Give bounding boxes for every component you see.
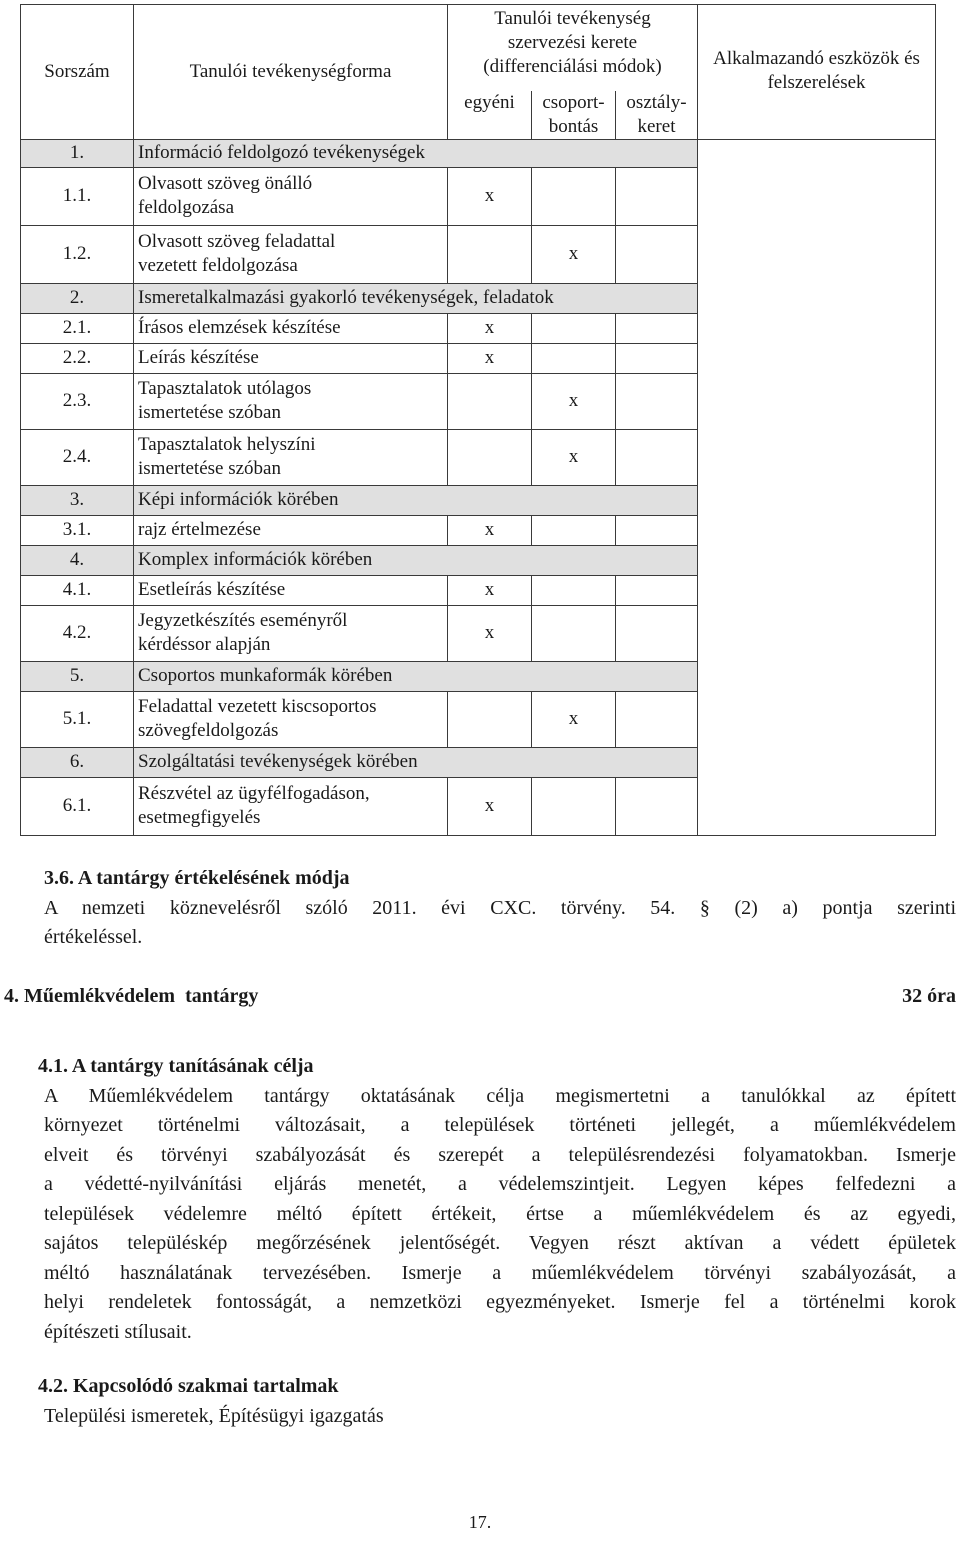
goal-line: települések védelemre méltó épített értékeit, értse a műemlékvédelem és az egyedi,: [44, 1202, 956, 1225]
mark-egyeni: [448, 429, 532, 485]
mark-egyeni: x: [448, 313, 532, 343]
mark-csoport: [532, 575, 616, 605]
header-keret-line3: (differenciálási módok): [483, 56, 662, 77]
row-activity: Írásos elemzések készítése: [134, 313, 448, 343]
header-csoportbontas: [532, 91, 616, 140]
mark-egyeni: x: [448, 777, 532, 835]
mark-csoport: [532, 515, 616, 545]
mark-egyeni: x: [448, 167, 532, 225]
mark-egyeni: [448, 691, 532, 747]
row-number: 6.1.: [21, 777, 134, 835]
header-eszkozok: [698, 5, 936, 140]
mark-osztaly: [616, 515, 698, 545]
mark-egyeni: [448, 225, 532, 283]
subject-hours: 32 óra: [902, 985, 956, 1007]
mark-osztaly: [616, 225, 698, 283]
row-activity-line1: Olvasott szöveg feladattal: [138, 231, 336, 252]
mark-osztaly: [616, 605, 698, 661]
header-osztalykeret: [616, 91, 698, 140]
mark-osztaly: [616, 691, 698, 747]
section-row: [21, 139, 936, 167]
mark-osztaly: [616, 777, 698, 835]
header-sorszam: Sorszám: [21, 5, 134, 140]
subject-heading: [4, 982, 956, 1011]
row-activity-line2: ismertetése szóban: [138, 458, 281, 479]
row-activity: Esetleírás készítése: [134, 575, 448, 605]
row-activity-line2: esetmegfigyelés: [138, 807, 261, 828]
row-number: 5.1.: [21, 691, 134, 747]
section-number: 4.: [21, 545, 134, 575]
mark-csoport: x: [532, 429, 616, 485]
row-activity: [134, 605, 448, 661]
row-activity-line2: feldolgozása: [138, 197, 235, 218]
row-activity-line1: Részvétel az ügyfélfogadáson,: [138, 783, 370, 804]
row-number: 1.2.: [21, 225, 134, 283]
page-number: 17.: [468, 1512, 492, 1532]
mark-egyeni: x: [448, 343, 532, 373]
mark-csoport: [532, 167, 616, 225]
header-tevekenysegforma: Tanulói tevékenységforma: [134, 5, 448, 140]
mark-csoport: [532, 313, 616, 343]
goal-section: [38, 1052, 956, 1347]
goal-line: méltó használatának tervezésében. Ismerje a műemlékvédelem törvényi szabályozását, a: [44, 1261, 956, 1284]
goal-line: környezet történelmi változásait, a települések történeti jellegét, a műemlékvédelem: [44, 1114, 956, 1136]
mark-csoport: x: [532, 225, 616, 283]
row-activity-line1: Jegyzetkészítés eseményről: [138, 610, 348, 631]
header-keret-line1: Tanulói tevékenység: [494, 8, 651, 29]
section-number: 1.: [21, 139, 134, 167]
row-activity: [134, 691, 448, 747]
mark-osztaly: [616, 313, 698, 343]
row-activity: Leírás készítése: [134, 343, 448, 373]
row-activity: [134, 429, 448, 485]
section-title: Komplex információk körében: [134, 545, 698, 575]
section-number: 3.: [21, 485, 134, 515]
evaluation-heading: 3.6. A tantárgy értékelésének módja: [44, 867, 350, 889]
row-activity: rajz értelmezése: [134, 515, 448, 545]
row-activity-line2: kérdéssor alapján: [138, 634, 271, 655]
section-title: Információ feldolgozó tevékenységek: [134, 139, 698, 167]
row-activity: [134, 167, 448, 225]
mark-csoport: x: [532, 373, 616, 429]
mark-egyeni: [448, 373, 532, 429]
row-number: 4.1.: [21, 575, 134, 605]
section-number: 2.: [21, 283, 134, 313]
header-osztaly-line2: keret: [637, 115, 676, 137]
related-text: Települési ismeretek, Építésügyi igazgatás: [44, 1404, 384, 1427]
section-number: 6.: [21, 747, 134, 777]
row-activity: [134, 777, 448, 835]
row-activity-line2: vezetett feldolgozása: [138, 255, 298, 276]
row-activity: [134, 225, 448, 283]
mark-osztaly: [616, 373, 698, 429]
section-title: Ismeretalkalmazási gyakorló tevékenységek, feladatok: [134, 283, 698, 313]
evaluation-line-1: A nemzeti köznevelésről szóló 2011. évi CXC. törvény. 54. § (2) a) pontja szerinti: [44, 896, 956, 919]
mark-csoport: [532, 605, 616, 661]
row-activity-line1: Tapasztalatok utólagos: [138, 378, 312, 399]
section-title: Csoportos munkaformák körében: [134, 661, 698, 691]
row-number: 2.3.: [21, 373, 134, 429]
mark-csoport: x: [532, 691, 616, 747]
row-activity-line1: Olvasott szöveg önálló: [138, 173, 313, 194]
header-egyeni: egyéni: [448, 91, 532, 140]
row-activity-line1: Tapasztalatok helyszíni: [138, 434, 316, 455]
row-activity-line1: Feladattal vezetett kiscsoportos: [138, 696, 377, 717]
row-number: 1.1.: [21, 167, 134, 225]
evaluation-section: [44, 864, 956, 953]
mark-osztaly: [616, 429, 698, 485]
section-number: 5.: [21, 661, 134, 691]
mark-osztaly: [616, 575, 698, 605]
goal-line: A Műemlékvédelem tantárgy oktatásának célja megismertetni a tanulókkal az épített: [44, 1084, 956, 1107]
goal-line: elveit és törvényi szabályozását és szerepét a településrendezési folyamatokban. Ismerje: [44, 1143, 956, 1166]
row-number: 4.2.: [21, 605, 134, 661]
goal-line: a védetté-nyilvánítási eljárás menetét, a védelemszintjeit. Legyen képes felfedezni a: [44, 1173, 956, 1195]
goal-line: építészeti stílusait.: [44, 1320, 192, 1343]
mark-csoport: [532, 777, 616, 835]
mark-egyeni: x: [448, 605, 532, 661]
mark-osztaly: [616, 343, 698, 373]
header-csoport-line2: bontás: [548, 115, 599, 137]
subject-title: 4. Műemlékvédelem tantárgy: [4, 985, 259, 1007]
goal-line: helyi rendeletek fontosságát, a nemzetközi egyezményeket. Ismerje fel a történelmi korok: [44, 1291, 956, 1313]
row-activity: [134, 373, 448, 429]
header-keret-line2: szervezési kerete: [507, 32, 638, 53]
mark-egyeni: x: [448, 515, 532, 545]
related-heading: 4.2. Kapcsolódó szakmai tartalmak: [38, 1375, 339, 1397]
goal-heading: 4.1. A tantárgy tanításának célja: [38, 1055, 314, 1077]
activity-table: [20, 4, 936, 836]
header-szervezesi-keret: [448, 5, 698, 91]
header-osztaly-line1: osztály-: [626, 91, 687, 113]
row-activity-line2: ismertetése szóban: [138, 402, 281, 423]
header-eszkozok-line1: Alkalmazandó eszközök és: [713, 48, 920, 69]
row-number: 3.1.: [21, 515, 134, 545]
goal-line: sajátos településkép megőrzésének jelentőségét. Vegyen részt aktívan a védett épületek: [44, 1232, 956, 1254]
evaluation-line-2: értékeléssel.: [44, 926, 143, 948]
row-activity-line2: szövegfeldolgozás: [138, 720, 279, 741]
row-number: 2.2.: [21, 343, 134, 373]
related-section: [38, 1372, 950, 1431]
mark-csoport: [532, 343, 616, 373]
header-csoport-line1: csoport-: [542, 91, 605, 113]
section-title: Képi információk körében: [134, 485, 698, 515]
mark-osztaly: [616, 167, 698, 225]
row-number: 2.1.: [21, 313, 134, 343]
row-number: 2.4.: [21, 429, 134, 485]
eszkozok-cell: [698, 139, 936, 835]
mark-egyeni: x: [448, 575, 532, 605]
header-eszkozok-line2: felszerelések: [767, 72, 866, 93]
section-title: Szolgáltatási tevékenységek körében: [134, 747, 698, 777]
